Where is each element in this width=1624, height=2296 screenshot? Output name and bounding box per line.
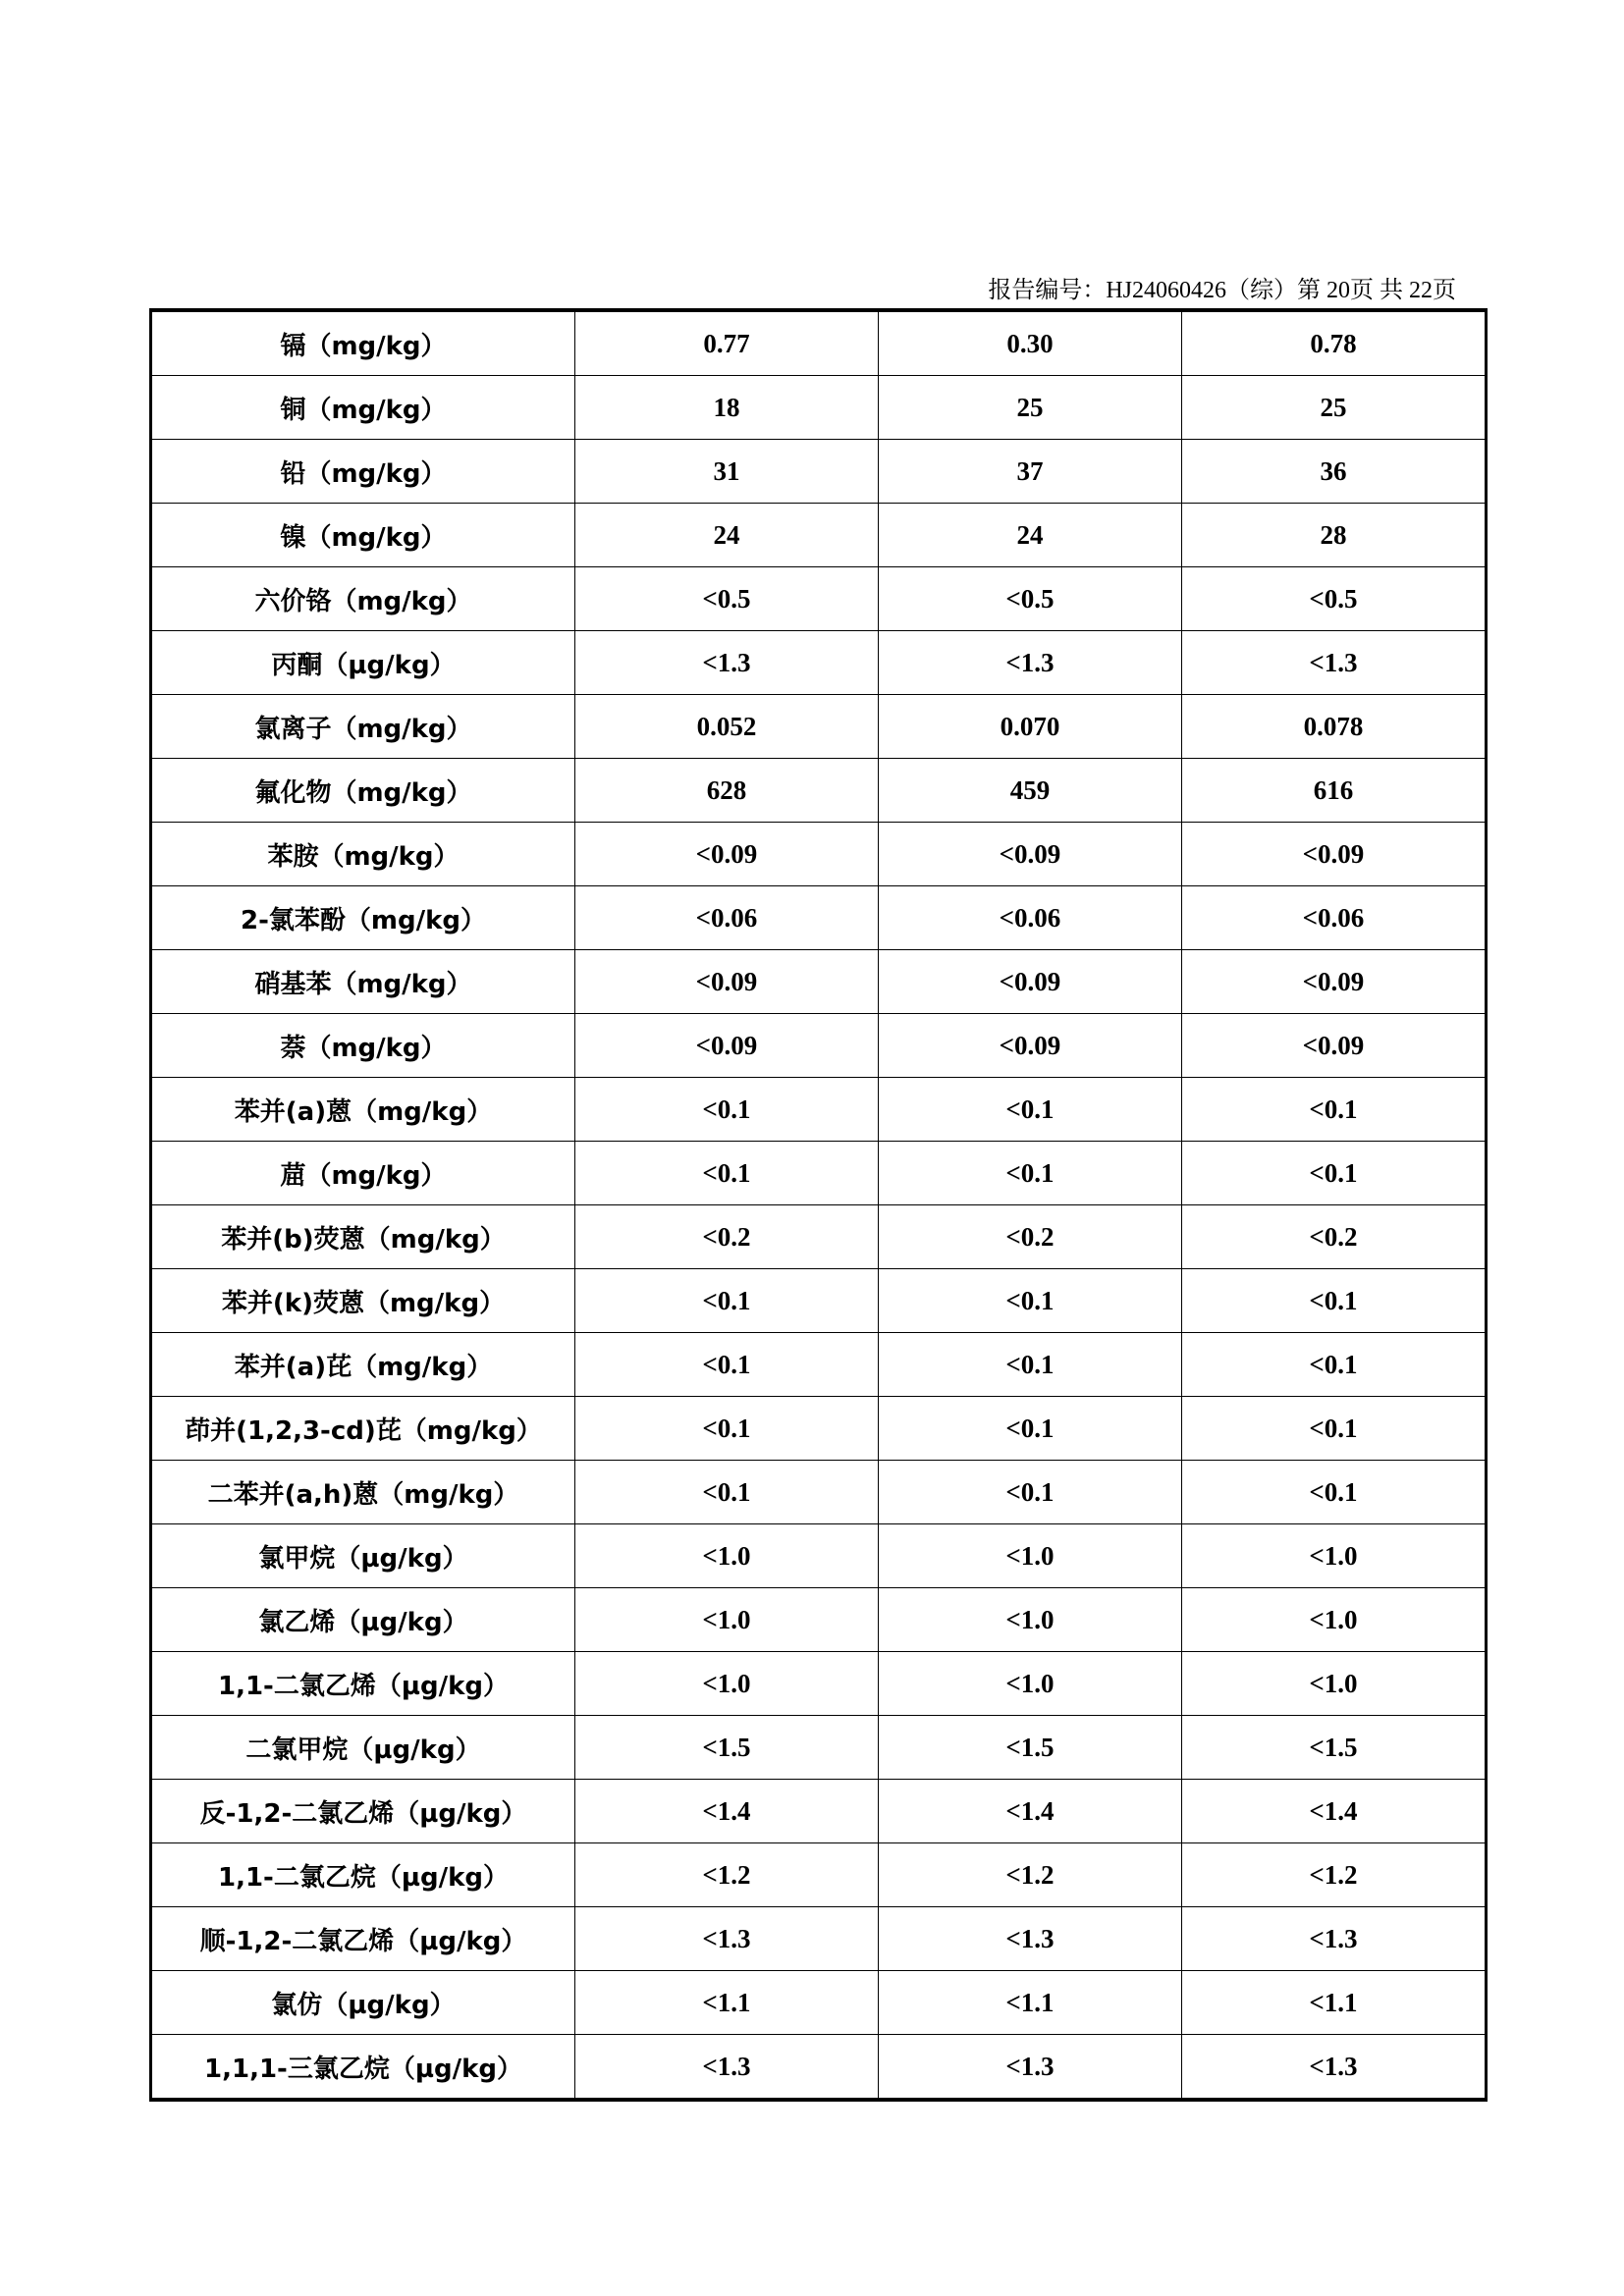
value-cell: 0.070 [879,695,1182,759]
value-cell: <1.1 [879,1971,1182,2035]
table-row [151,1588,1487,1652]
value-cell: 0.30 [879,310,1182,376]
parameter-cell: 镍（mg/kg） [151,504,575,567]
parameter-cell: 氯离子（mg/kg） [151,695,575,759]
value-cell: 459 [879,759,1182,823]
parameter-cell: 氯乙烯（µg/kg） [151,1588,575,1652]
value-cell: 25 [1182,376,1487,440]
value-cell: <1.0 [575,1652,879,1716]
value-cell: 28 [1182,504,1487,567]
value-cell: <0.09 [575,823,879,886]
value-cell: <1.2 [575,1843,879,1907]
value-cell: <0.1 [1182,1269,1487,1333]
value-cell: <0.09 [879,1014,1182,1078]
value-cell: <1.0 [879,1524,1182,1588]
value-cell: <0.09 [1182,1014,1487,1078]
parameter-cell: 萘（mg/kg） [151,1014,575,1078]
value-cell: <1.0 [1182,1652,1487,1716]
value-cell: <0.09 [575,950,879,1014]
table-row [151,1333,1487,1397]
parameter-cell: 铜（mg/kg） [151,376,575,440]
value-cell: <0.1 [879,1269,1182,1333]
value-cell: 25 [879,376,1182,440]
parameter-cell: 六价铬（mg/kg） [151,567,575,631]
value-cell: <1.0 [1182,1588,1487,1652]
value-cell: <1.3 [1182,2035,1487,2101]
value-cell: <1.3 [575,631,879,695]
value-cell: <0.2 [575,1205,879,1269]
value-cell: <1.3 [575,1907,879,1971]
value-cell: <1.2 [879,1843,1182,1907]
value-cell: <0.1 [1182,1461,1487,1524]
table-row [151,1971,1487,2035]
parameter-cell: 镉（mg/kg） [151,310,575,376]
table-row [151,1269,1487,1333]
value-cell: <0.5 [575,567,879,631]
value-cell: <1.5 [575,1716,879,1780]
value-cell: 36 [1182,440,1487,504]
parameter-cell: 顺-1,2-二氯乙烯（µg/kg） [151,1907,575,1971]
table-row [151,823,1487,886]
value-cell: <0.1 [1182,1397,1487,1461]
value-cell: <0.09 [575,1014,879,1078]
table-row [151,1843,1487,1907]
table-row [151,1142,1487,1205]
value-cell: <1.4 [879,1780,1182,1843]
value-cell: 0.052 [575,695,879,759]
parameter-cell: 苯胺（mg/kg） [151,823,575,886]
value-cell: <1.1 [575,1971,879,2035]
value-cell: <0.5 [1182,567,1487,631]
table-row [151,886,1487,950]
parameter-cell: 铅（mg/kg） [151,440,575,504]
value-cell: <0.1 [575,1333,879,1397]
value-cell: <0.09 [1182,823,1487,886]
value-cell: <0.1 [879,1461,1182,1524]
value-cell: <0.1 [575,1269,879,1333]
value-cell: 628 [575,759,879,823]
value-cell: <0.1 [879,1078,1182,1142]
value-cell: <1.3 [879,2035,1182,2101]
parameter-cell: 苯并(a)芘（mg/kg） [151,1333,575,1397]
table-row [151,1014,1487,1078]
value-cell: 616 [1182,759,1487,823]
value-cell: 0.78 [1182,310,1487,376]
parameter-cell: 2-氯苯酚（mg/kg） [151,886,575,950]
value-cell: <1.2 [1182,1843,1487,1907]
value-cell: <0.09 [879,823,1182,886]
table-row [151,310,1487,376]
value-cell: <0.09 [1182,950,1487,1014]
table-row [151,1524,1487,1588]
parameter-cell: 氯甲烷（µg/kg） [151,1524,575,1588]
value-cell: <1.0 [575,1524,879,1588]
parameter-cell: 1,1,1-三氯乙烷（µg/kg） [151,2035,575,2101]
value-cell: <1.4 [575,1780,879,1843]
value-cell: <0.2 [1182,1205,1487,1269]
value-cell: <0.1 [1182,1142,1487,1205]
value-cell: <0.1 [879,1397,1182,1461]
parameter-cell: 苯并(b)荧蒽（mg/kg） [151,1205,575,1269]
parameter-cell: 丙酮（µg/kg） [151,631,575,695]
parameter-cell: 反-1,2-二氯乙烯（µg/kg） [151,1780,575,1843]
value-cell: <1.1 [1182,1971,1487,2035]
value-cell: <0.1 [575,1461,879,1524]
value-cell: 37 [879,440,1182,504]
parameter-cell: 氟化物（mg/kg） [151,759,575,823]
table-row [151,950,1487,1014]
parameter-cell: 1,1-二氯乙烷（µg/kg） [151,1843,575,1907]
value-cell: <0.1 [1182,1078,1487,1142]
value-cell: <0.06 [575,886,879,950]
table-row [151,2035,1487,2101]
value-cell: <1.4 [1182,1780,1487,1843]
table-row [151,1780,1487,1843]
value-cell: <1.3 [1182,631,1487,695]
results-table [149,308,1488,2102]
value-cell: <0.1 [879,1142,1182,1205]
parameter-cell: 䓛（mg/kg） [151,1142,575,1205]
value-cell: <1.0 [575,1588,879,1652]
table-row [151,567,1487,631]
parameter-cell: 硝基苯（mg/kg） [151,950,575,1014]
value-cell: <0.1 [1182,1333,1487,1397]
parameter-cell: 茚并(1,2,3-cd)芘（mg/kg） [151,1397,575,1461]
value-cell: <1.3 [1182,1907,1487,1971]
table-row [151,1716,1487,1780]
table-row [151,695,1487,759]
parameter-cell: 二苯并(a,h)蒽（mg/kg） [151,1461,575,1524]
value-cell: <1.5 [879,1716,1182,1780]
parameter-cell: 1,1-二氯乙烯（µg/kg） [151,1652,575,1716]
table-row [151,1078,1487,1142]
value-cell: <0.1 [575,1397,879,1461]
value-cell: 0.77 [575,310,879,376]
table-row [151,759,1487,823]
value-cell: <0.1 [575,1142,879,1205]
table-row [151,1461,1487,1524]
value-cell: <1.3 [879,631,1182,695]
parameter-cell: 苯并(k)荧蒽（mg/kg） [151,1269,575,1333]
table-row [151,1907,1487,1971]
value-cell: 24 [575,504,879,567]
table-row [151,1205,1487,1269]
parameter-cell: 氯仿（µg/kg） [151,1971,575,2035]
results-table-body [151,310,1487,2100]
table-row [151,376,1487,440]
parameter-cell: 苯并(a)蒽（mg/kg） [151,1078,575,1142]
table-row [151,1652,1487,1716]
value-cell: <1.3 [575,2035,879,2101]
value-cell: <1.0 [879,1588,1182,1652]
value-cell: <1.0 [879,1652,1182,1716]
table-row [151,440,1487,504]
value-cell: <0.09 [879,950,1182,1014]
table-row [151,1397,1487,1461]
parameter-cell: 二氯甲烷（µg/kg） [151,1716,575,1780]
value-cell: <0.1 [575,1078,879,1142]
value-cell: 18 [575,376,879,440]
value-cell: <0.5 [879,567,1182,631]
value-cell: <0.06 [879,886,1182,950]
value-cell: 31 [575,440,879,504]
value-cell: <1.5 [1182,1716,1487,1780]
value-cell: <1.0 [1182,1524,1487,1588]
value-cell: 0.078 [1182,695,1487,759]
table-row [151,504,1487,567]
value-cell: <0.2 [879,1205,1182,1269]
value-cell: <0.06 [1182,886,1487,950]
report-number: 报告编号：HJ24060426（综）第 20页 共 22页 [988,278,1456,303]
table-row [151,631,1487,695]
value-cell: <1.3 [879,1907,1182,1971]
value-cell: 24 [879,504,1182,567]
value-cell: <0.1 [879,1333,1182,1397]
